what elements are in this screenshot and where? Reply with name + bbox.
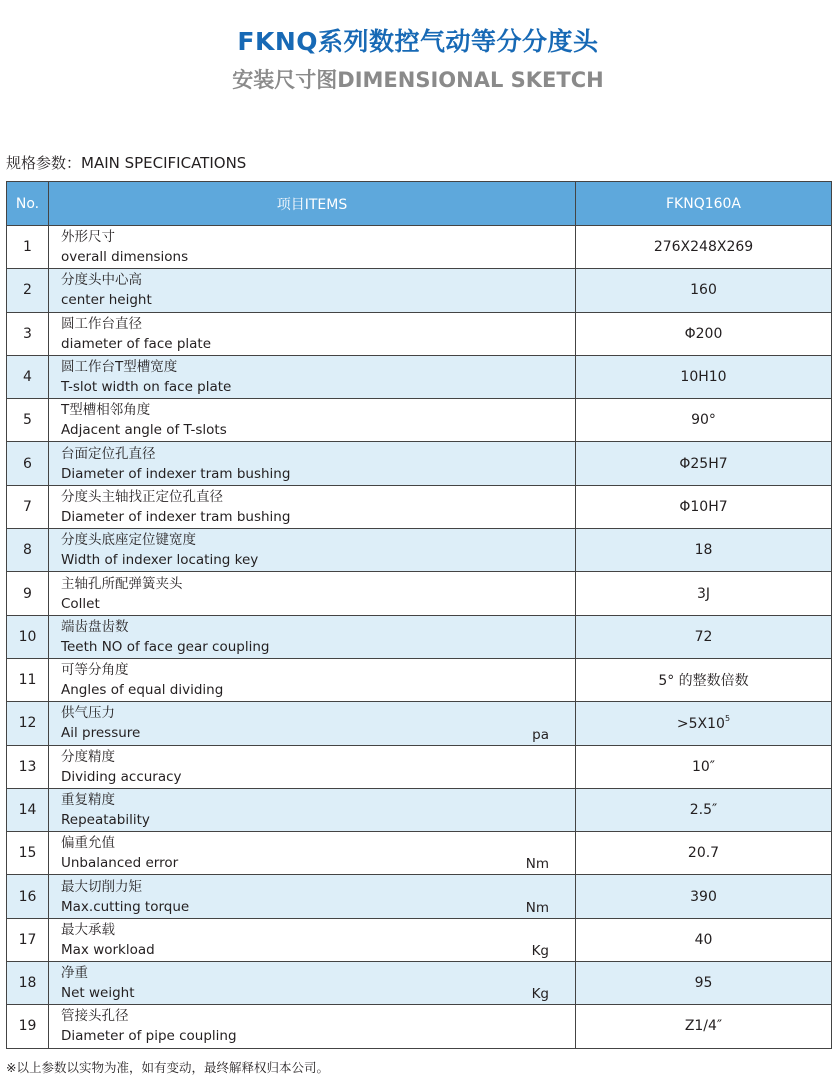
- table-row: [7, 962, 832, 1005]
- row-value: [576, 269, 832, 312]
- table-row: [7, 702, 832, 745]
- item-name-en: Max.cutting torque: [61, 898, 190, 915]
- table-row: [7, 615, 832, 658]
- item-name-cn: 供气压力: [61, 705, 115, 722]
- item-name-en: T-slot width on face plate: [61, 379, 232, 396]
- row-number: 2: [7, 269, 49, 312]
- row-number: 4: [7, 355, 49, 398]
- row-number: 11: [7, 658, 49, 701]
- item-name-cn: 外形尺寸: [61, 229, 115, 246]
- item-name-cn: 偏重允值: [61, 835, 115, 852]
- row-item: [49, 269, 576, 312]
- row-number: 17: [7, 918, 49, 961]
- item-name-en: Diameter of indexer tram bushing: [61, 508, 291, 525]
- value-text: 3J: [696, 585, 711, 602]
- row-value: [576, 918, 832, 961]
- item-name-en: Net weight: [61, 985, 135, 1002]
- table-row: [7, 399, 832, 442]
- item-name-en: Repeatability: [61, 812, 150, 828]
- value-text: 72: [694, 628, 713, 645]
- item-name-en: Dividing accuracy: [61, 768, 182, 785]
- item-unit: Kg: [531, 986, 549, 1003]
- value-text: Φ25H7: [679, 455, 728, 472]
- row-item: [49, 226, 576, 269]
- table-row: [7, 788, 832, 831]
- row-item: [49, 658, 576, 701]
- spec-table: [6, 181, 832, 1049]
- item-unit: Nm: [525, 856, 549, 873]
- row-number: 9: [7, 572, 49, 615]
- row-value: [576, 226, 832, 269]
- value-text: 10″: [691, 758, 716, 775]
- table-row: [7, 355, 832, 398]
- row-item: [49, 442, 576, 485]
- page-title: FKNQ系列数控气动等分分度头: [237, 27, 599, 56]
- row-number: 12: [7, 702, 49, 745]
- column-header-model: FKNQ160A: [576, 182, 832, 226]
- row-number: 15: [7, 832, 49, 875]
- item-name-en: Diameter of indexer tram bushing: [61, 465, 291, 482]
- item-name-cn: 圆工作台直径: [61, 315, 142, 332]
- table-row: [7, 529, 832, 572]
- value-exponent: 5: [724, 714, 731, 724]
- item-name-cn: 净重: [61, 965, 88, 982]
- item-name-en: diameter of face plate: [61, 335, 212, 352]
- item-name-en: Diameter of pipe coupling: [61, 1028, 237, 1045]
- row-number: 13: [7, 745, 49, 788]
- row-number: 8: [7, 529, 49, 572]
- row-value: [576, 788, 832, 831]
- row-value: [576, 875, 832, 918]
- table-row: [7, 442, 832, 485]
- value-text: >5X10: [676, 716, 725, 733]
- row-number: 19: [7, 1005, 49, 1048]
- item-name-cn: 分度头中心高: [61, 272, 142, 289]
- table-row: [7, 226, 832, 269]
- table-row: [7, 658, 832, 701]
- row-value: [576, 1005, 832, 1048]
- row-item: [49, 529, 576, 572]
- item-name-en: Unbalanced error: [61, 855, 179, 872]
- row-number: 5: [7, 399, 49, 442]
- row-number: 3: [7, 312, 49, 355]
- item-name-cn: 重复精度: [61, 792, 115, 808]
- row-value: [576, 832, 832, 875]
- item-unit: Nm: [525, 899, 549, 916]
- row-value: [576, 529, 832, 572]
- row-item: [49, 962, 576, 1005]
- value-text: 20.7: [687, 845, 720, 862]
- column-header-items: 项目ITEMS: [49, 182, 576, 226]
- row-item: [49, 702, 576, 745]
- table-row: [7, 572, 832, 615]
- row-item: [49, 745, 576, 788]
- row-value: [576, 962, 832, 1005]
- value-text: 390: [690, 888, 717, 905]
- item-name-cn: 圆工作台T型槽宽度: [61, 359, 178, 376]
- spec-heading: 规格参数：MAIN SPECIFICATIONS: [6, 154, 247, 172]
- item-name-en: Adjacent angle of T-slots: [61, 422, 227, 439]
- value-text: 276X248X269: [653, 239, 754, 256]
- row-number: 7: [7, 485, 49, 528]
- row-item: [49, 788, 576, 831]
- row-item: [49, 399, 576, 442]
- spec-table-body: [7, 226, 832, 1049]
- value-text: 10H10: [680, 369, 727, 386]
- item-name-cn: 分度头底座定位键宽度: [61, 532, 196, 549]
- item-name-en: Max workload: [61, 941, 155, 958]
- row-item: [49, 875, 576, 918]
- item-name-en: Teeth NO of face gear coupling: [61, 638, 270, 655]
- row-value: [576, 658, 832, 701]
- table-row: [7, 485, 832, 528]
- row-value: [576, 702, 832, 745]
- item-name-cn: 最大承载: [61, 921, 115, 938]
- item-name-en: overall dimensions: [61, 249, 189, 266]
- row-item: [49, 312, 576, 355]
- row-value: [576, 355, 832, 398]
- table-header-row: [7, 182, 832, 226]
- table-row: [7, 269, 832, 312]
- item-name-cn: 管接头孔径: [61, 1008, 129, 1025]
- value-text: Z1/4″: [684, 1018, 723, 1035]
- item-name-en: Collet: [61, 595, 100, 612]
- value-text: 5° 的整数倍数: [658, 673, 749, 690]
- table-row: [7, 745, 832, 788]
- table-row: [7, 875, 832, 918]
- row-item: [49, 1005, 576, 1048]
- page-subtitle: 安装尺寸图DIMENSIONAL SKETCH: [232, 68, 604, 92]
- row-value: [576, 312, 832, 355]
- item-name-en: Angles of equal dividing: [61, 682, 224, 699]
- row-number: 10: [7, 615, 49, 658]
- item-name-cn: 主轴孔所配弹簧夹头: [61, 575, 183, 592]
- value-text: 90°: [691, 412, 716, 429]
- row-item: [49, 918, 576, 961]
- value-text: Φ200: [684, 325, 723, 342]
- row-item: [49, 572, 576, 615]
- row-item: [49, 485, 576, 528]
- item-name-en: Ail pressure: [61, 725, 141, 742]
- row-item: [49, 615, 576, 658]
- table-row: [7, 918, 832, 961]
- table-row: [7, 1005, 832, 1048]
- item-name-cn: 台面定位孔直径: [61, 445, 156, 462]
- column-header-no: No.: [7, 182, 49, 226]
- item-name-cn: T型槽相邻角度: [61, 402, 151, 419]
- value-text: Φ10H7: [679, 498, 728, 515]
- row-value: [576, 745, 832, 788]
- item-unit: Kg: [531, 943, 549, 960]
- row-item: [49, 832, 576, 875]
- row-value: [576, 399, 832, 442]
- row-number: 6: [7, 442, 49, 485]
- item-name-cn: 可等分角度: [61, 662, 129, 679]
- row-value: [576, 615, 832, 658]
- row-value: [576, 572, 832, 615]
- item-name-cn: 分度精度: [61, 748, 115, 765]
- row-number: 18: [7, 962, 49, 1005]
- item-name-en: Width of indexer locating key: [61, 552, 259, 569]
- footnote: ※以上参数以实物为准，如有变动，最终解释权归本公司。: [6, 1060, 329, 1075]
- item-name-cn: 端齿盘齿数: [61, 618, 129, 635]
- table-row: [7, 312, 832, 355]
- item-name-cn: 最大切削力矩: [61, 878, 142, 895]
- value-text: 40: [694, 931, 713, 948]
- table-row: [7, 832, 832, 875]
- row-number: 16: [7, 875, 49, 918]
- row-number: 14: [7, 788, 49, 831]
- row-value: [576, 442, 832, 485]
- item-name-en: center height: [61, 292, 152, 309]
- value-text: 160: [690, 282, 717, 299]
- row-item: [49, 355, 576, 398]
- value-text: 18: [694, 542, 713, 559]
- row-value: [576, 485, 832, 528]
- item-unit: pa: [532, 726, 549, 743]
- row-number: 1: [7, 226, 49, 269]
- value-text: 2.5″: [689, 802, 718, 818]
- item-name-cn: 分度头主轴找正定位孔直径: [61, 488, 223, 505]
- value-text: 95: [694, 975, 713, 992]
